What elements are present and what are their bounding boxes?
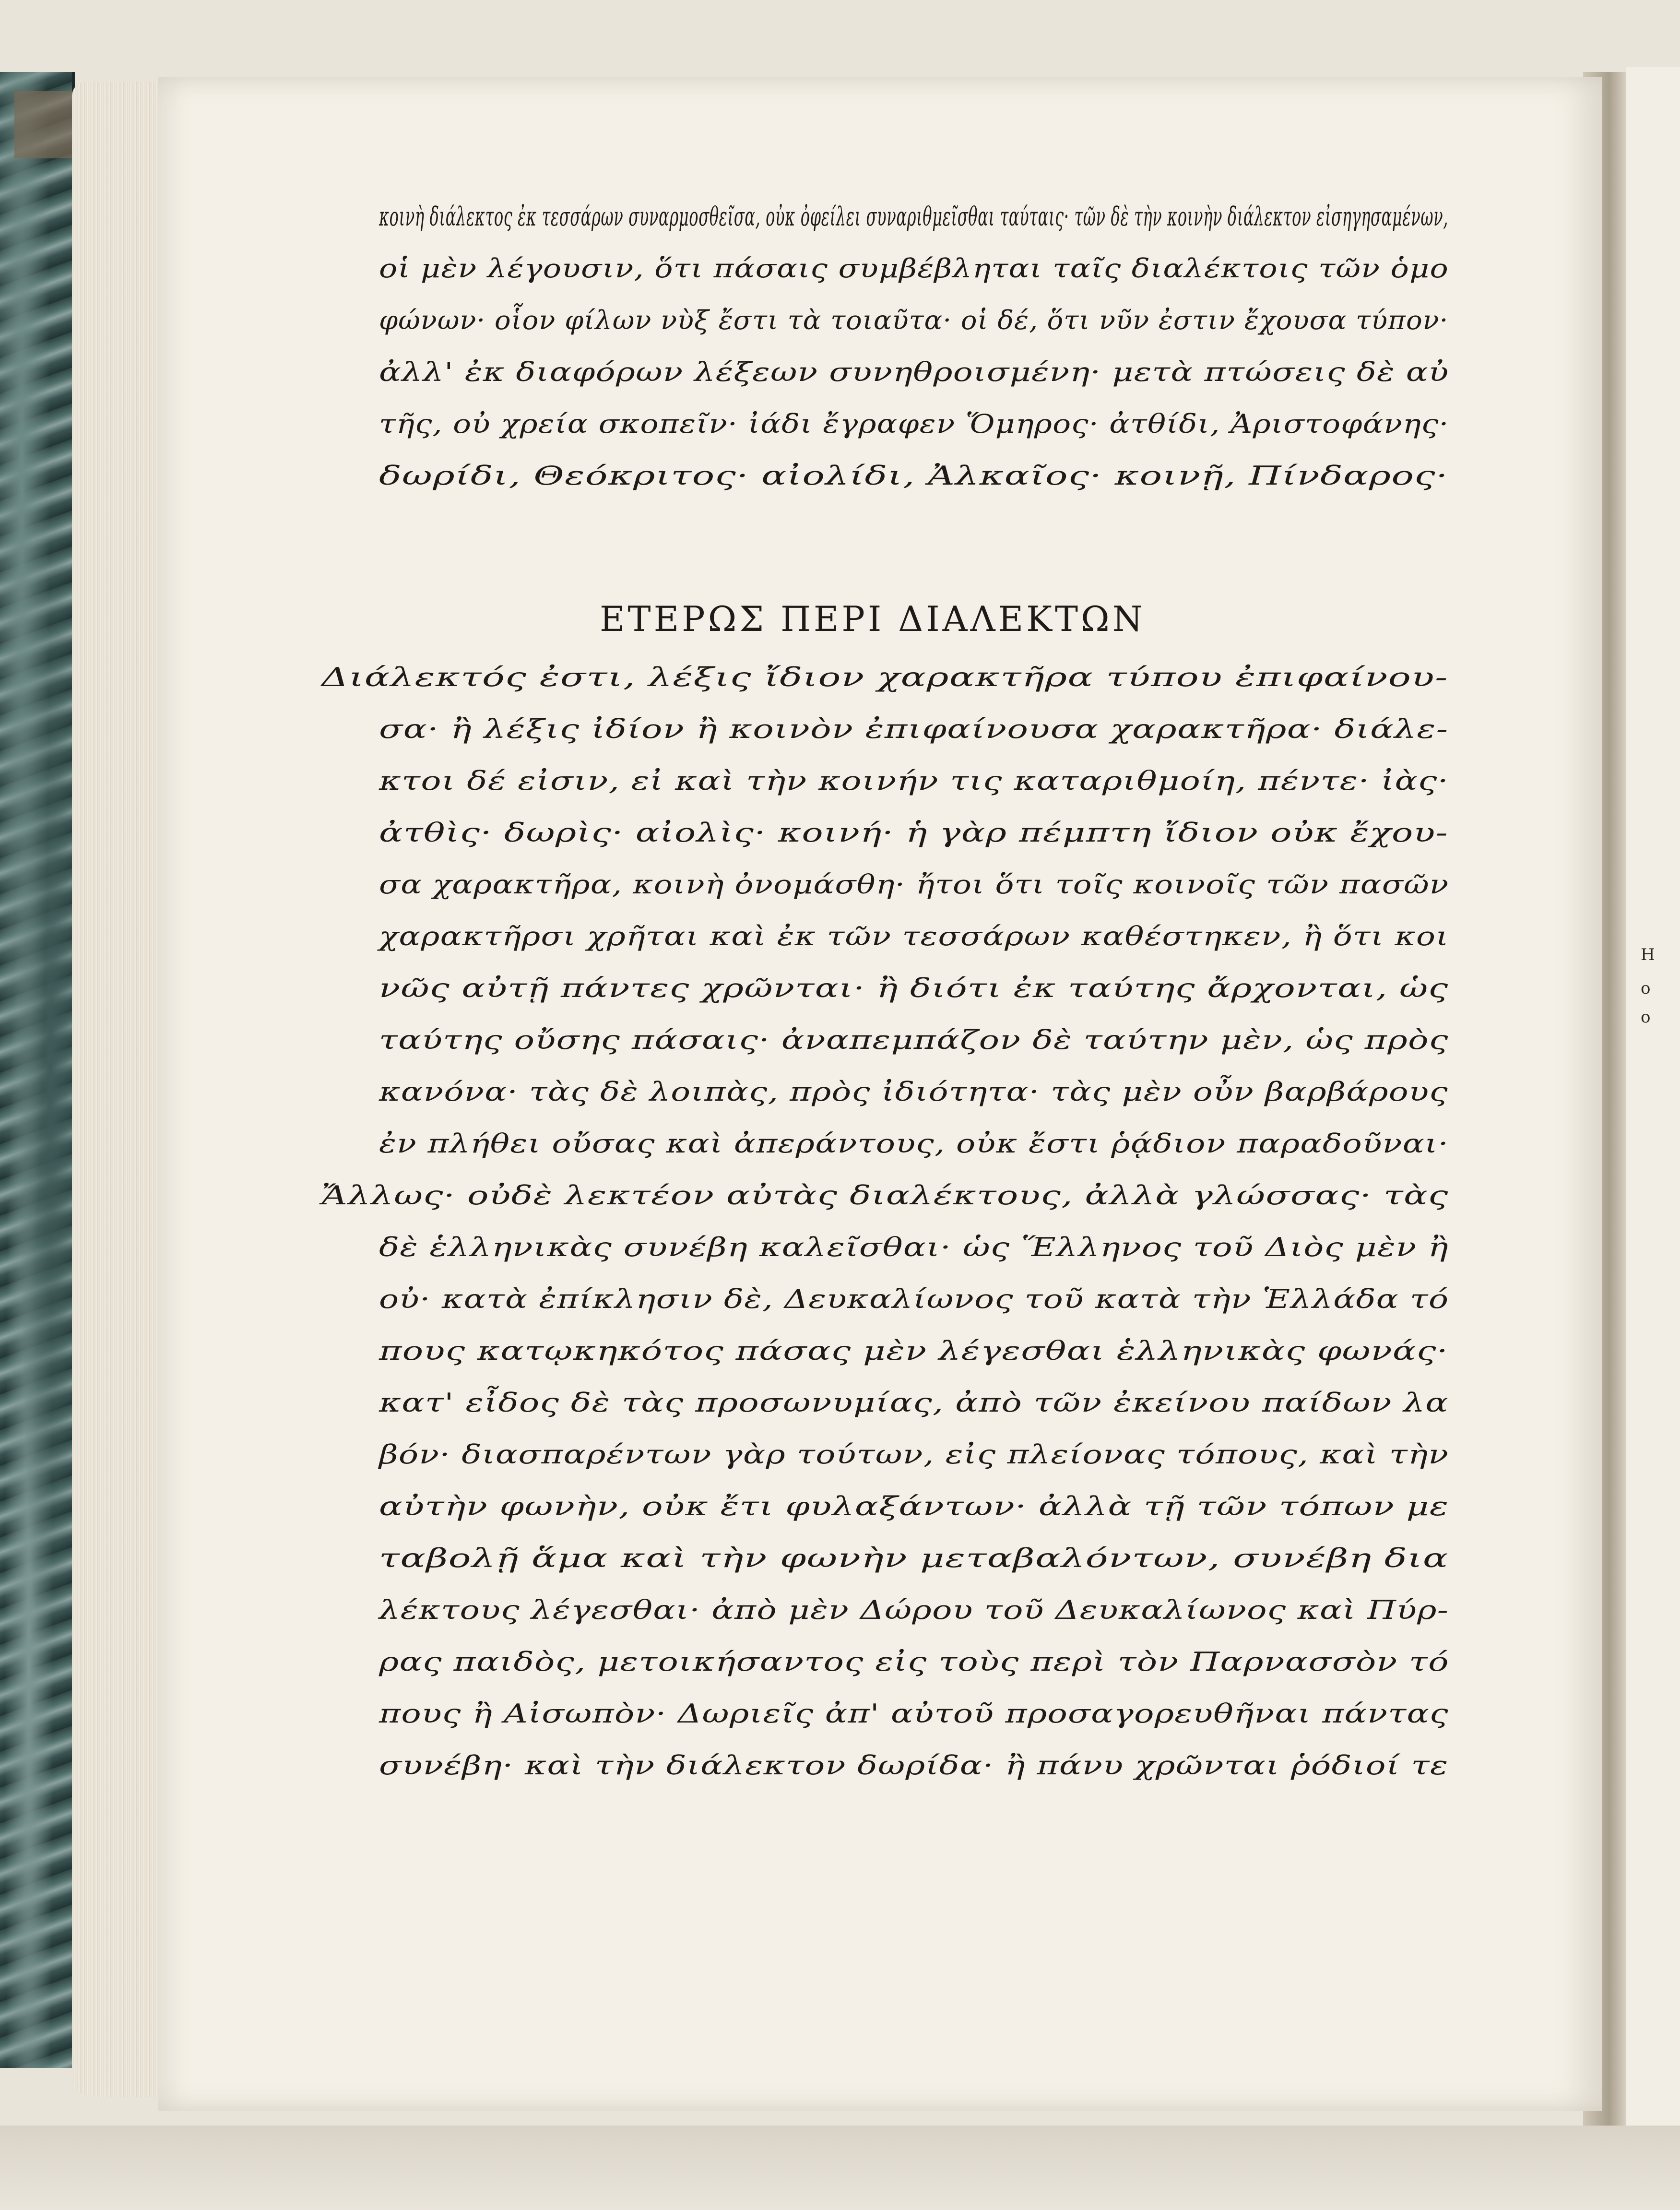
- margin-glyph-o1: o: [1641, 979, 1651, 998]
- text-line: Διάλεκτός ἐστι, λέξις ἴδιον χαρακτῆρα τύπου ἐπιφαίνου-: [321, 662, 1448, 692]
- facing-page-edge: [1626, 67, 1680, 2145]
- text-line: οὐ· κατὰ ἐπίκλησιν δὲ, Δευκαλίωνος τοῦ κατὰ τὴν Ἑλλάδα τό: [379, 1284, 1449, 1314]
- text-line: δὲ ἑλληνικὰς συνέβη καλεῖσθαι· ὡς Ἕλληνος τοῦ Διὸς μὲν ἢ: [379, 1232, 1449, 1262]
- text-line: αὐτὴν φωνὴν, οὐκ ἔτι φυλαξάντων· ἀλλὰ τῇ τῶν τόπων με: [379, 1491, 1449, 1521]
- text-line: σα· ἢ λέξις ἰδίον ἢ κοινὸν ἐπιφαίνουσα χαρακτῆρα· διάλε-: [379, 714, 1449, 744]
- text-line: ἐν πλήθει οὔσας καὶ ἀπεράντους, οὐκ ἔστι ῥᾴδιον παραδοῦναι·: [379, 1129, 1449, 1159]
- text-line: συνέβη· καὶ τὴν διάλεκτον δωρίδα· ἢ πάνυ χρῶνται ῥόδιοί τε: [379, 1750, 1449, 1781]
- text-line: πους κατῳκηκότος πάσας μὲν λέγεσθαι ἑλληνικὰς φωνάς·: [379, 1336, 1449, 1366]
- text-line: κανόνα· τὰς δὲ λοιπὰς, πρὸς ἰδιότητα· τὰς μὲν οὖν βαρβάρους: [379, 1077, 1448, 1107]
- text-line: ἀτθὶς· δωρὶς· αἰολὶς· κοινή· ἡ γὰρ πέμπτη ἴδιον οὐκ ἔχου-: [379, 818, 1448, 848]
- text-line: κατ' εἶδος δὲ τὰς προσωνυμίας, ἀπὸ τῶν ἐκείνου παίδων λα: [379, 1388, 1449, 1418]
- text-line: ἀλλ' ἐκ διαφόρων λέξεων συνηθροισμένη· μετὰ πτώσεις δὲ αὐ: [379, 357, 1449, 387]
- text-line: κοινὴ διάλεκτος ἐκ τεσσάρων συναρμοσθεῖσα, οὐκ ὀφείλει συναριθμεῖσθαι ταύταις· τῶν δὲ τὴν κοινὴν διάλεκτον εἰσηγησαμένων,: [379, 202, 1449, 232]
- text-line: πους ἢ Αἰσωπὸν· Δωριεῖς ἀπ' αὐτοῦ προσαγορευθῆναι πάντας: [379, 1699, 1449, 1729]
- text-line: βόν· διασπαρέντων γὰρ τούτων, εἰς πλείονας τόπους, καὶ τὴν: [379, 1439, 1449, 1470]
- text-line: ταύτης οὔσης πάσαις· ἀναπεμπάζον δὲ ταύτην μὲν, ὡς πρὸς: [379, 1025, 1449, 1055]
- text-line: ταβολῇ ἅμα καὶ τὴν φωνὴν μεταβαλόντων, συνέβη δια: [379, 1543, 1449, 1573]
- table-surface: [0, 2126, 1680, 2210]
- text-line: δωρίδι, Θεόκριτος· αἰολίδι, Ἀλκαῖος· κοινῇ, Πίνδαρος·: [379, 461, 1449, 491]
- cover-corner: [14, 91, 72, 158]
- margin-glyph-h: H: [1641, 945, 1655, 964]
- text-line: λέκτους λέγεσθαι· ἀπὸ μὲν Δώρου τοῦ Δευκαλίωνος καὶ Πύρ-: [379, 1595, 1449, 1625]
- section-heading: ΕΤΕΡΩΣ ΠΕΡΙ ΔΙΑΛΕΚΤΩΝ: [600, 599, 1146, 639]
- marbled-cover-board: [0, 72, 75, 2068]
- text-line: χαρακτῆρσι χρῆται καὶ ἐκ τῶν τεσσάρων καθέστηκεν, ἢ ὅτι κοι: [379, 921, 1449, 951]
- text-line: κτοι δέ εἰσιν, εἰ καὶ τὴν κοινήν τις καταριθμοίη, πέντε· ἰὰς·: [379, 766, 1449, 796]
- text-line: σα χαρακτῆρα, κοινὴ ὀνομάσθη· ἤτοι ὅτι τοῖς κοινοῖς τῶν πασῶν: [379, 869, 1449, 900]
- text-line: ρας παιδὸς, μετοικήσαντος εἰς τοὺς περὶ τὸν Παρνασσὸν τό: [379, 1647, 1449, 1677]
- text-line: φώνων· οἷον φίλων νὺξ ἔστι τὰ τοιαῦτα· οἱ δέ, ὅτι νῦν ἐστιν ἔχουσα τύπον·: [379, 305, 1449, 335]
- text-line: νῶς αὐτῇ πάντες χρῶνται· ἢ διότι ἐκ ταύτης ἄρχονται, ὡς: [379, 973, 1449, 1003]
- margin-glyph-o2: o: [1641, 1008, 1651, 1027]
- text-line: τῆς, οὐ χρεία σκοπεῖν· ἰάδι ἔγραφεν Ὅμηρος· ἀτθίδι, Ἀριστοφάνης·: [379, 409, 1449, 439]
- text-line: οἱ μὲν λέγουσιν, ὅτι πάσαις συμβέβληται ταῖς διαλέκτοις τῶν ὁμο: [379, 253, 1449, 284]
- text-line: Ἄλλως· οὐδὲ λεκτέον αὐτὰς διαλέκτους, ἀλλὰ γλώσσας· τὰς: [321, 1180, 1449, 1211]
